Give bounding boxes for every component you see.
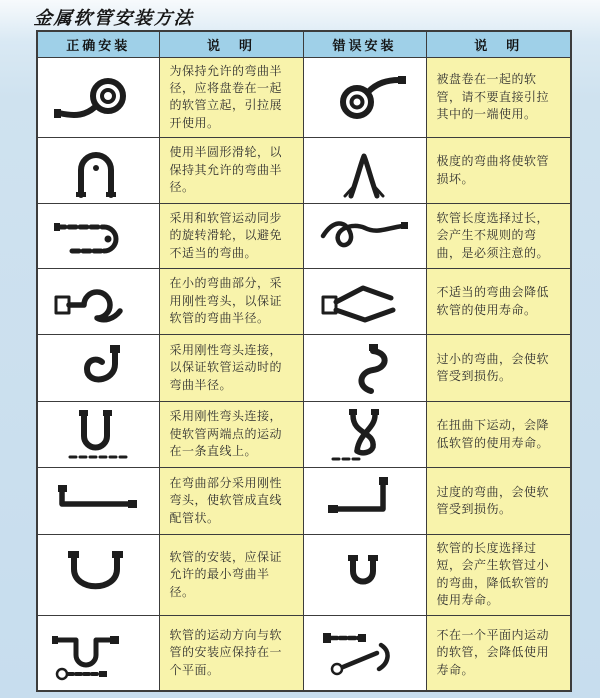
single-plane-trap-icon bbox=[48, 625, 148, 681]
correct-description: 采用刚性弯头连接，以保证软管运动时的弯曲半径。 bbox=[159, 335, 303, 402]
table-row bbox=[37, 57, 571, 138]
table-row bbox=[37, 335, 571, 402]
correct-figure-cell bbox=[37, 335, 159, 402]
u-hose-inline-motion-icon bbox=[48, 407, 148, 463]
wide-u-hose-icon bbox=[48, 547, 148, 603]
table-row bbox=[37, 615, 571, 691]
wrong-description: 极度的弯曲将使软管损坏。 bbox=[426, 138, 571, 204]
narrow-short-u-icon bbox=[315, 547, 415, 603]
correct-description: 采用和软管运动同步的旋转滑轮，以避免不适当的弯曲。 bbox=[159, 204, 303, 269]
wrong-figure-cell bbox=[303, 204, 426, 269]
table-row bbox=[37, 204, 571, 269]
sharp-hairpin-bend-icon bbox=[315, 143, 415, 199]
correct-description: 软管的运动方向与软管的安装应保持在一个平面。 bbox=[159, 615, 303, 691]
wrong-description: 过小的弯曲，会使软管受到损伤。 bbox=[426, 335, 571, 402]
straight-hose-elbow-icon bbox=[48, 473, 148, 529]
header-correct-description: 说 明 bbox=[159, 31, 303, 57]
wrong-figure-cell bbox=[303, 335, 426, 402]
wrong-description: 在扭曲下运动，会降低软管的使用寿命。 bbox=[426, 402, 571, 468]
multi-plane-hoses-icon bbox=[315, 625, 415, 681]
small-bend-hook-icon bbox=[315, 340, 415, 396]
wrong-figure-cell bbox=[303, 57, 426, 138]
sharp-zigzag-bends-icon bbox=[315, 274, 415, 330]
table-row bbox=[37, 402, 571, 468]
correct-figure-cell bbox=[37, 204, 159, 269]
twisted-u-hose-icon bbox=[315, 407, 415, 463]
correct-figure-cell bbox=[37, 57, 159, 138]
standing-coiled-hose-icon bbox=[48, 69, 148, 125]
correct-description: 在弯曲部分采用刚性弯头，使软管成直线配管状。 bbox=[159, 468, 303, 535]
pulled-coiled-hose-icon bbox=[315, 69, 415, 125]
irregular-loop-hose-icon bbox=[315, 208, 415, 264]
rotating-pulley-track-icon bbox=[48, 208, 148, 264]
correct-description: 为保持允许的弯曲半径，应将盘卷在一起的软管立起，引拉展开使用。 bbox=[159, 57, 303, 138]
wrong-figure-cell bbox=[303, 535, 426, 616]
correct-figure-cell bbox=[37, 535, 159, 616]
correct-figure-cell bbox=[37, 615, 159, 691]
wrong-figure-cell bbox=[303, 269, 426, 335]
page-title: 金属软管安装方法 bbox=[33, 8, 195, 28]
wrong-description: 过度的弯曲，会使软管受到损伤。 bbox=[426, 468, 571, 535]
correct-description: 软管的安装，应保证允许的最小弯曲半径。 bbox=[159, 535, 303, 616]
table-row bbox=[37, 138, 571, 204]
table-row bbox=[37, 269, 571, 335]
wrong-description: 不在一个平面内运动的软管，会降低使用寿命。 bbox=[426, 615, 571, 691]
table-header-row bbox=[37, 31, 571, 57]
correct-figure-cell bbox=[37, 269, 159, 335]
correct-description: 在小的弯曲部分，采用刚性弯头，以保证软管的弯曲半径。 bbox=[159, 269, 303, 335]
sharp-l-bend-icon bbox=[315, 473, 415, 529]
wrong-description: 软管长度选择过长，会产生不规则的弯曲，是必须注意的。 bbox=[426, 204, 571, 269]
hose-installation-table bbox=[36, 30, 572, 692]
correct-figure-cell bbox=[37, 402, 159, 468]
rigid-elbow-loop-icon bbox=[48, 274, 148, 330]
correct-description: 采用刚性弯头连接，使软管两端点的运动在一条直线上。 bbox=[159, 402, 303, 468]
elbow-j-curve-icon bbox=[48, 340, 148, 396]
correct-description: 使用半圆形滑轮，以保持其允许的弯曲半径。 bbox=[159, 138, 303, 204]
wrong-description: 被盘卷在一起的软管，请不要直接引拉其中的一端使用。 bbox=[426, 57, 571, 138]
table-row bbox=[37, 468, 571, 535]
correct-figure-cell bbox=[37, 138, 159, 204]
wrong-figure-cell bbox=[303, 138, 426, 204]
header-wrong-install: 错误安装 bbox=[303, 31, 426, 57]
wrong-figure-cell bbox=[303, 468, 426, 535]
header-correct-install: 正确安装 bbox=[37, 31, 159, 57]
table-row bbox=[37, 535, 571, 616]
wrong-figure-cell bbox=[303, 615, 426, 691]
wrong-description: 软管的长度选择过短，会产生软管过小的弯曲，降低软管的使用寿命。 bbox=[426, 535, 571, 616]
semicircular-pulley-hose-icon bbox=[48, 143, 148, 199]
header-wrong-description: 说 明 bbox=[426, 31, 571, 57]
correct-figure-cell bbox=[37, 468, 159, 535]
wrong-figure-cell bbox=[303, 402, 426, 468]
wrong-description: 不适当的弯曲会降低软管的使用寿命。 bbox=[426, 269, 571, 335]
